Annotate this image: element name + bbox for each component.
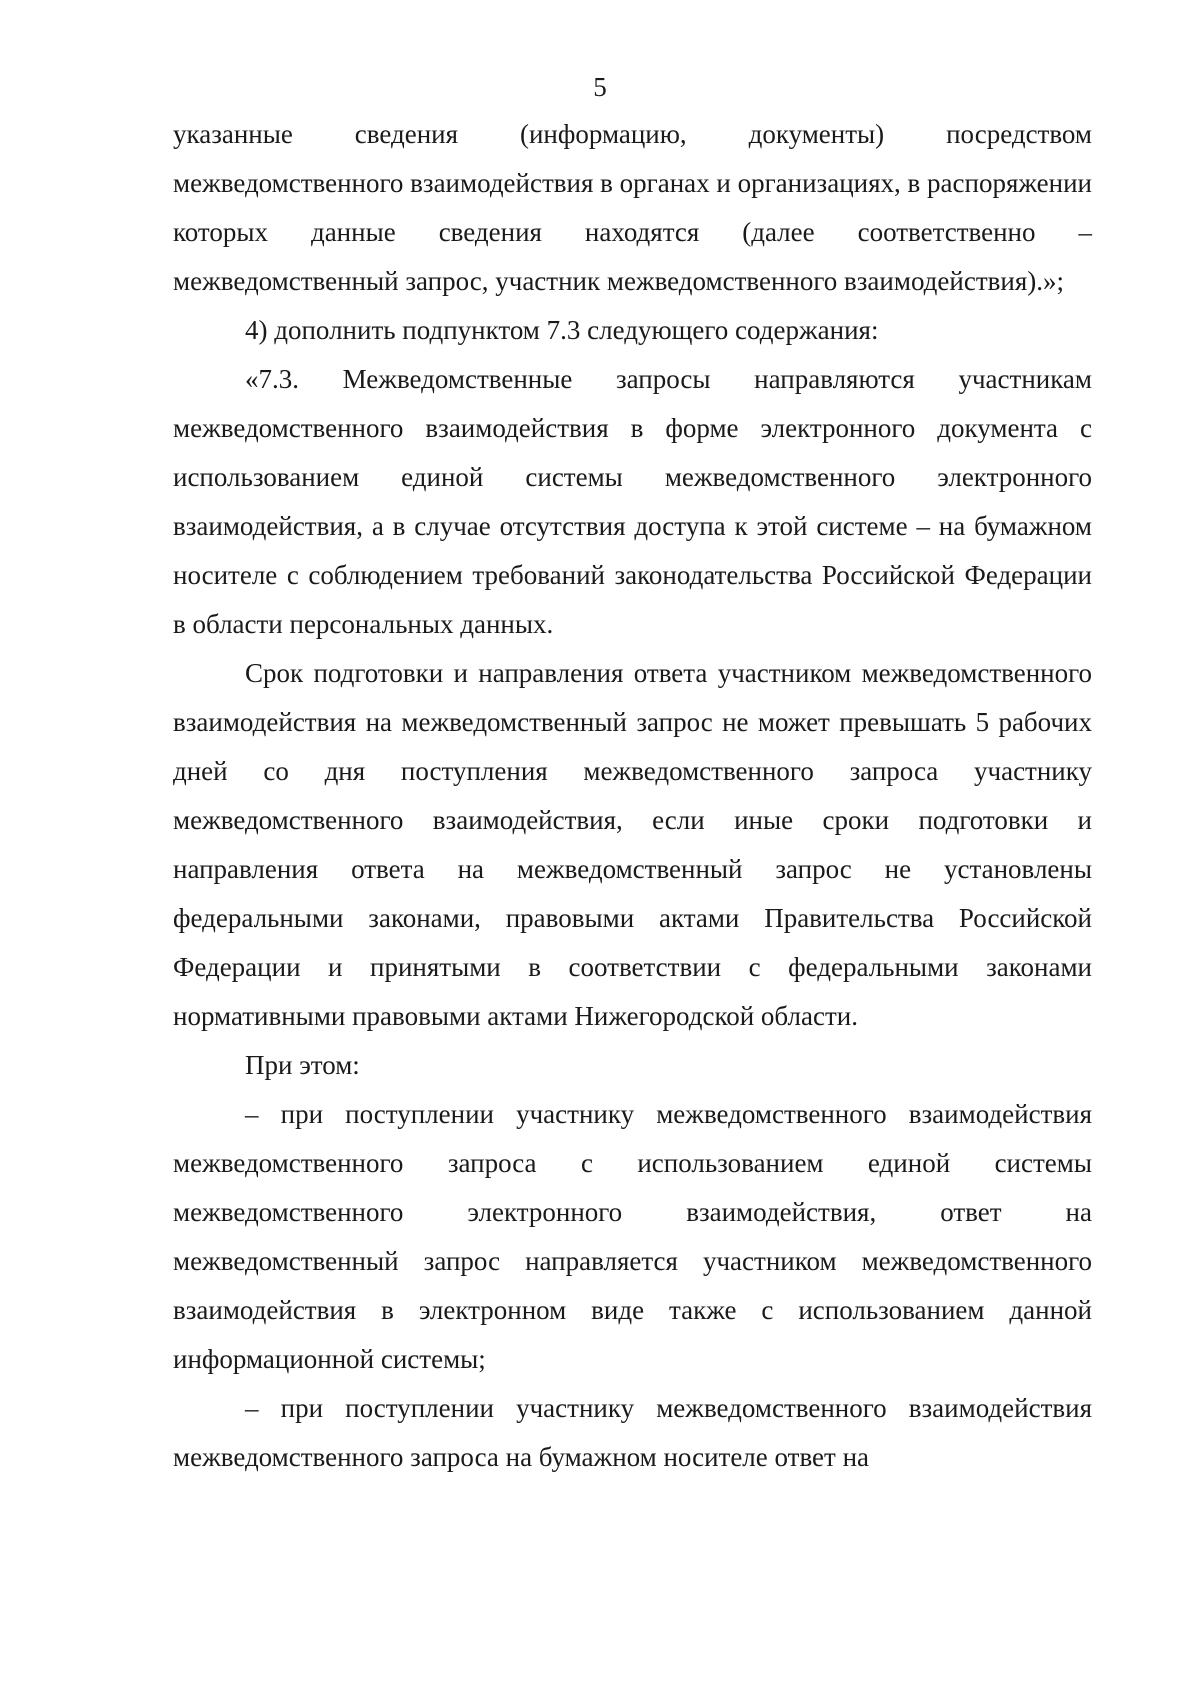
paragraph-subitem-7-3: «7.3. Межведомственные запросы направляются участникам межведомственного взаимодействия в форме электронного документа с использованием единой системы межведомственного электронного взаимодействия, а в случае отсутствия доступа к этой системе – на бумажном носителе с соблюдением требований законодательства Российской Федерации в области персональных данных. [173,364,1092,639]
paragraph-response-deadline: Срок подготовки и направления ответа участником межведомственного взаимодействия на межведомственный запрос не может превышать 5 рабочих дней со дня поступления межведомственного запроса участнику межведомственного взаимодействия, если иные сроки подготовки и направления ответа на межведомственный запрос не установлены федеральными законами, правовыми актами Правительства Российской Федерации и принятыми в соответствии с федеральными законами нормативными правовыми актами Нижегородской области. [173,658,1092,1031]
paragraph-continuation: указанные сведения (информацию, документы) посредством межведомственного взаимодействия в органах и организациях, в распоряжении которых данные сведения находятся (далее соответственно – межведомственный запрос, участник межведомственного взаимодействия).»; [173,119,1092,296]
document-body [173,110,1092,1482]
page-number: 5 [593,72,607,102]
paragraph-at-the-same-time: При этом: [245,1050,360,1080]
paragraph-paper-request: – при поступлении участнику межведомственного взаимодействия межведомственного запроса на бумажном носителе ответ на [173,1393,1092,1472]
paragraph-electronic-request: – при поступлении участнику межведомственного взаимодействия межведомственного запроса с использованием единой системы межведомственного электронного взаимодействия, ответ на межведомственный запрос направляется участником межведомственного взаимодействия в электронном виде также с использованием данной информационной системы; [173,1099,1092,1374]
paragraph-item-4: 4) дополнить подпунктом 7.3 следующего содержания: [245,315,879,345]
